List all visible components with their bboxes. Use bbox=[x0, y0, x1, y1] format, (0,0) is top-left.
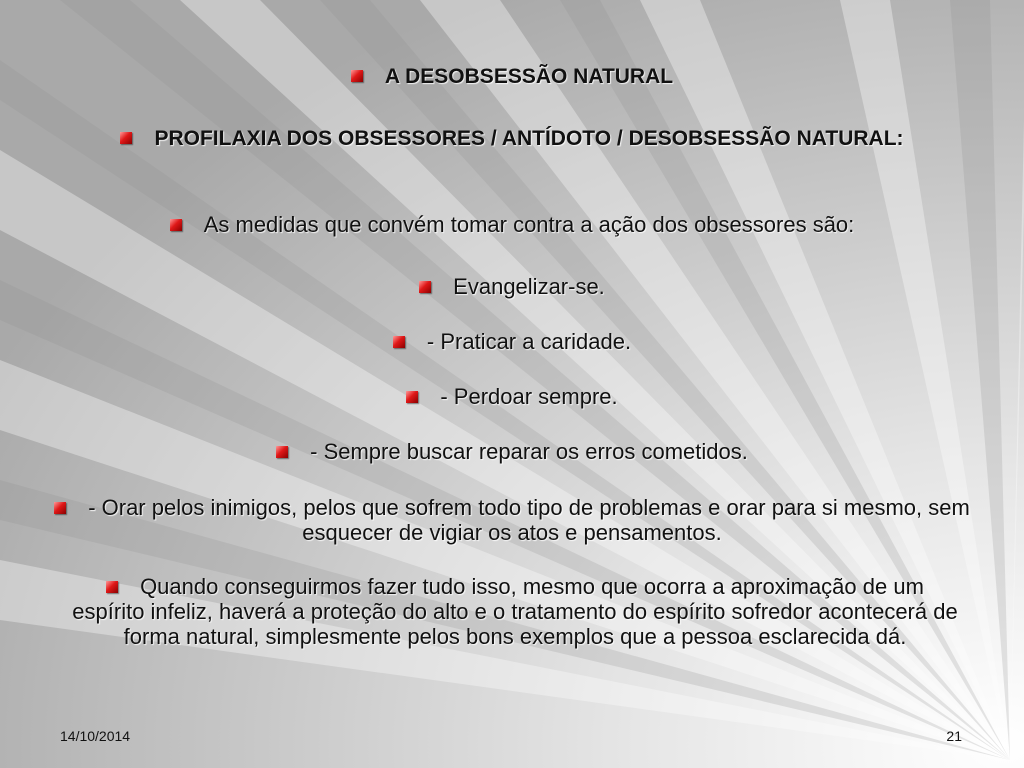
bullet-square-icon bbox=[276, 446, 288, 458]
bullet-conclusion: Quando conseguirmos fazer tudo isso, mesmo que ocorra a aproximação de um espírito infeliz, haverá a proteção do alto e o tratamento do espírito sofredor acontecerá de forma natural, simplesmente pelos bons exemplos que a pessoa esclarecida dá. bbox=[72, 574, 958, 649]
bullet-square-icon bbox=[106, 581, 118, 593]
bullet-item: - Perdoar sempre. bbox=[40, 384, 984, 409]
bullet-item: - Orar pelos inimigos, pelos que sofrem todo tipo de problemas e orar para si mesmo, sem esquecer de vigiar os atos e pensamentos. bbox=[40, 495, 984, 545]
bullet-item: - Sempre buscar reparar os erros cometidos. bbox=[40, 439, 984, 464]
bullet-square-icon bbox=[120, 132, 132, 144]
bullet-title: A DESOBSESSÃO NATURAL bbox=[40, 64, 984, 89]
bullet-item: Evangelizar-se. bbox=[40, 274, 984, 299]
bullet-square-icon bbox=[419, 281, 431, 293]
footer-date: 14/10/2014 bbox=[60, 728, 131, 744]
bullet-intro: As medidas que convém tomar contra a ação dos obsessores são: bbox=[40, 212, 984, 237]
bullet-square-icon bbox=[393, 336, 405, 348]
bullet-square-icon bbox=[54, 502, 66, 514]
bullet-square-icon bbox=[170, 219, 182, 231]
bullet-item: - Praticar a caridade. bbox=[40, 329, 984, 354]
bullet-square-icon bbox=[351, 70, 363, 82]
bullet-subtitle: PROFILAXIA DOS OBSESSORES / ANTÍDOTO / DESOBSESSÃO NATURAL: bbox=[40, 126, 984, 151]
bullet-square-icon bbox=[406, 391, 418, 403]
slide-number: 21 bbox=[946, 728, 962, 744]
slide-body bbox=[40, 0, 984, 700]
